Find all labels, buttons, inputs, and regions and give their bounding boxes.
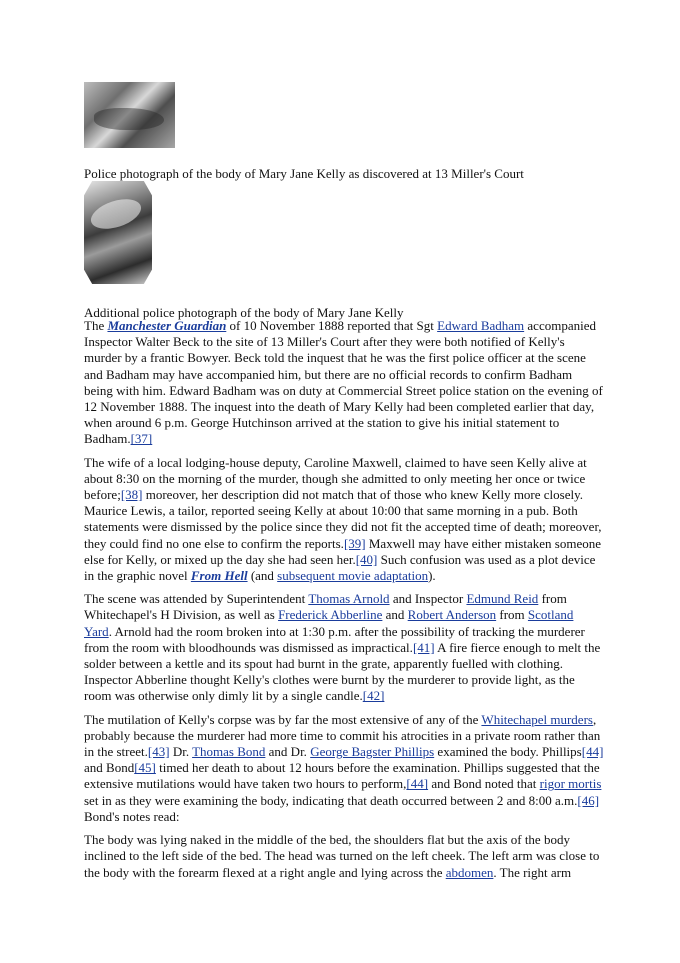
link-thomas-bond[interactable]: Thomas Bond: [192, 744, 266, 760]
citation-43[interactable]: [43]: [147, 744, 170, 760]
photo-caption-1: Police photograph of the body of Mary Jane Kelly as discovered at 13 Miller's Court: [84, 166, 524, 181]
additional-police-photograph-image: [84, 181, 152, 284]
link-edward-badham[interactable]: Edward Badham: [437, 318, 525, 333]
citation-40[interactable]: [40]: [355, 551, 378, 567]
link-scotland-yard[interactable]: Scotland Yard: [84, 607, 574, 639]
link-rigor-mortis[interactable]: rigor mortis: [539, 776, 602, 792]
paragraph-2: The wife of a local lodging-house deputy, Caroline Maxwell, claimed to have seen Kelly alive at about 8:30 on the morning of the murder, though she admitted to only meeting her once or twice before;[38] moreover, her description did not match that of those who knew Kelly more closely. Maurice Lewis, a tailor, reported seeing Kelly at about 10:00 that same morning in a pub. Both statements were dismissed by the police since they did not fit the accepted time of death; moreover, they could find no one else to confirm the reports.[39] Maxwell may have either mistaken someone else for Kelly, or mixed up the day she had seen her.[40] Such confusion was used as a plot device in the graphic novel From Hell (and subsequent movie adaptation).: [84, 454, 602, 584]
paragraph-5: The body was lying naked in the middle of the bed, the shoulders flat but the axis of the body inclined to the left side of the bed. The head was turned on the left cheek. The left arm was close to the body with the forearm flexed at a right angle and lying across the abdomen. The right arm: [84, 832, 600, 880]
photo-caption-2: Additional police photograph of the body of Mary Jane Kelly: [84, 305, 404, 320]
citation-42[interactable]: [42]: [362, 688, 385, 704]
link-manchester-guardian[interactable]: Manchester Guardian: [107, 318, 227, 333]
paragraph-3: The scene was attended by Superintendent Thomas Arnold and Inspector Edmund Reid from Whitechapel's H Division, as well as Frederick Abberline and Robert Anderson from Scotland Yard. Arnold had the room broken into at 1:30 p.m. after the possibility of tracking the murderer from the room with bloodhounds was dismissed as impractical.[41] A fire fierce enough to melt the solder between a kettle and its spout had burnt in the grate, apparently fuelled with clothing. Inspector Abberline thought Kelly's clothes were burnt by the murderer to provide light, as the room was otherwise only dimly lit by a single candle.[42]: [84, 591, 601, 704]
article-body: [84, 318, 604, 888]
citation-46[interactable]: [46]: [577, 792, 600, 808]
link-whitechapel-murders[interactable]: Whitechapel murders: [481, 711, 593, 727]
citation-44[interactable]: [44]: [581, 744, 604, 760]
citation-39[interactable]: [39]: [343, 535, 366, 551]
paragraph-4: The mutilation of Kelly's corpse was by far the most extensive of any of the Whitechapel murders, probably because the murderer had more time to commit his atrocities in a private room rather than in the street.[43] Dr. Thomas Bond and Dr. George Bagster Phillips examined the body. Phillips[44] and Bond[45] timed her death to about 12 hours before the examination. Phillips suggested that the extensive mutilations would have taken two hours to perform,[44] and Bond noted that rigor mortis set in as they were examining the body, indicating that death occurred between 2 and 8:00 a.m.[46] Bond's notes read:: [84, 711, 604, 824]
citation-38[interactable]: [38]: [120, 487, 143, 503]
citation-45[interactable]: [45]: [134, 760, 156, 776]
citation-41[interactable]: [41]: [412, 639, 435, 655]
link-frederick-abberline[interactable]: Frederick Abberline: [278, 607, 383, 623]
paragraph-1: The Manchester Guardian of 10 November 1888 reported that Sgt Edward Badham accompanied Inspector Walter Beck to the site of 13 Miller's Court after they were both notified of Kelly's murder by a frantic Bowyer. Beck told the inquest that he was the first police officer at the scene and Badham may have accompanied him, but there are no official records to confirm Badham being with him. Edward Badham was on duty at Commercial Street police station on the evening of 12 November 1888. The inquest into the death of Mary Kelly had been completed earlier that day, when around 6 p.m. George Hutchinson arrived at the station to give his initial statement to Badham.[37]: [84, 318, 603, 447]
link-thomas-arnold[interactable]: Thomas Arnold: [308, 591, 390, 607]
citation-37[interactable]: [37]: [130, 431, 153, 447]
link-robert-anderson[interactable]: Robert Anderson: [407, 607, 497, 623]
link-movie-adaptation[interactable]: subsequent movie adaptation: [277, 568, 429, 584]
link-abdomen[interactable]: abdomen: [445, 864, 494, 880]
link-george-bagster-phillips[interactable]: George Bagster Phillips: [310, 744, 435, 760]
citation-44-second[interactable]: [44]: [406, 776, 429, 792]
police-photograph-image: [84, 82, 175, 148]
link-edmund-reid[interactable]: Edmund Reid: [466, 591, 539, 607]
link-from-hell[interactable]: From Hell: [190, 568, 248, 584]
